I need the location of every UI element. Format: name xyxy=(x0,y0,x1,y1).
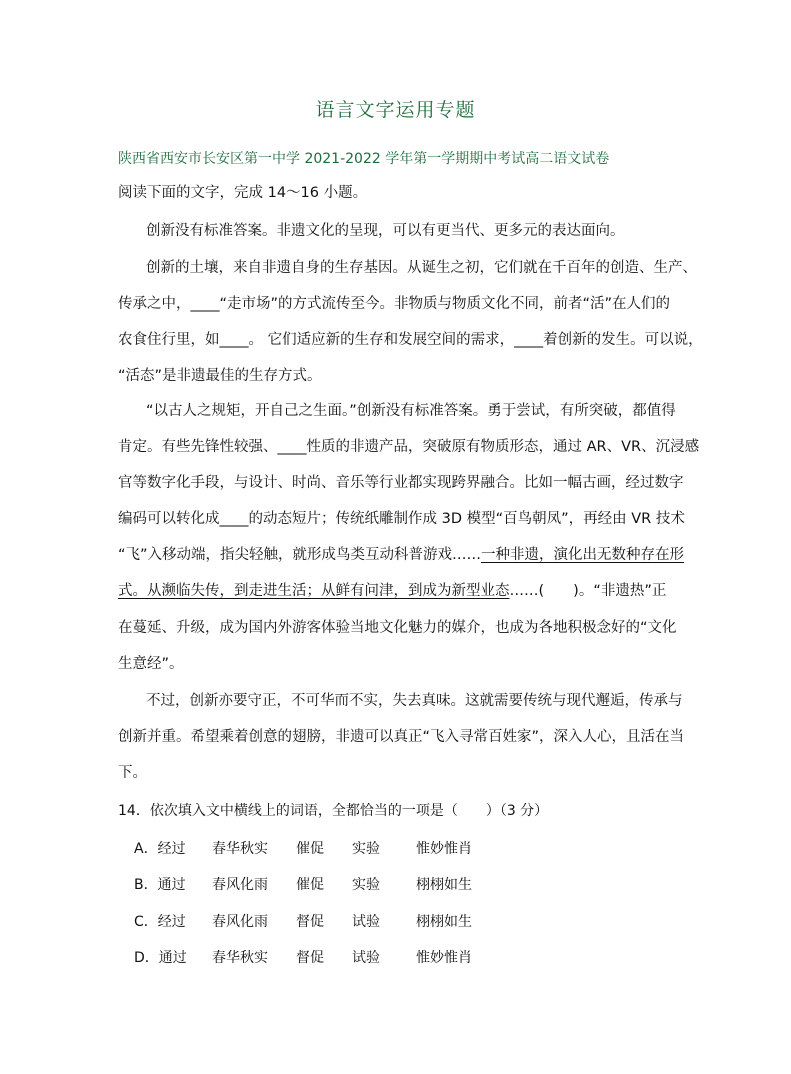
passage-line: 下。 xyxy=(118,765,147,781)
option-word: 栩栩如生 xyxy=(416,877,472,893)
option-word: 试验 xyxy=(352,950,380,966)
question-14: 14．依次填入文中横线上的词语，全都恰当的一项是（ ）（3 分） xyxy=(118,803,549,819)
option-word: 惟妙惟肖 xyxy=(416,841,472,857)
passage-line: 生意经”。 xyxy=(118,656,184,672)
option-label: C．经过 xyxy=(134,914,186,930)
option-label: D．通过 xyxy=(134,950,187,966)
passage-line xyxy=(118,581,666,601)
passage-line: 创新的土壤，来自非遗自身的生存基因。从诞生之初，它们就在千百年的创造、生产、 xyxy=(146,260,697,276)
passage-text: ……( )。“非遗热”正 xyxy=(509,583,667,599)
option-c[interactable] xyxy=(134,911,472,931)
option-word: 春华秋实 xyxy=(212,950,268,966)
option-word: 督促 xyxy=(296,914,324,930)
passage-line: 编码可以转化成____的动态短片；传统纸雕制作成 3D 模型“百鸟朝凤”，再经由 VR 技术 xyxy=(118,511,685,527)
passage-line: 肯定。有些先锋性较强、____性质的非遗产品，突破原有物质形态，通过 AR、VR、沉浸感 xyxy=(118,439,700,455)
option-b[interactable] xyxy=(134,874,472,894)
page-title: 语言文字运用专题 xyxy=(315,99,476,121)
option-label: B．通过 xyxy=(134,877,186,893)
option-word: 惟妙惟肖 xyxy=(416,950,472,966)
option-word: 春华秋实 xyxy=(212,841,268,857)
underlined-text: 一种非遗，演化出无数种存在形 xyxy=(481,547,685,563)
option-d[interactable] xyxy=(134,947,472,967)
passage-line: “以古人之规矩，开自己之生面。”创新没有标准答案。勇于尝试，有所突破，都值得 xyxy=(146,403,676,419)
passage-line: 在蔓延、升级，成为国内外游客体验当地文化魅力的媒介，也成为各地积极念好的“文化 xyxy=(118,620,677,636)
option-word: 实验 xyxy=(352,841,380,857)
option-label: A．经过 xyxy=(134,841,186,857)
passage-line: 不过，创新亦要守正，不可华而不实，失去真味。这就需要传统与现代邂逅，传承与 xyxy=(146,693,683,709)
passage-line: 创新并重。希望乘着创意的翅膀，非遗可以真正“飞入寻常百姓家”，深入人心，且活在当 xyxy=(118,729,685,745)
passage-line: 创新没有标准答案。非遗文化的呈现，可以有更当代、更多元的表达面向。 xyxy=(146,223,625,239)
passage-line: 农食住行里，如____。 它们适应新的生存和发展空间的需求，____着创新的发生。可以说， xyxy=(118,332,703,348)
instruction: 阅读下面的文字，完成 14～16 小题。 xyxy=(118,185,368,201)
passage-line: 传承之中，____“走市场”的方式流传至今。非物质与物质文化不同，前者“活”在人们的 xyxy=(118,296,671,312)
option-word: 春风化雨 xyxy=(212,877,268,893)
option-word: 春风化雨 xyxy=(212,914,268,930)
option-word: 催促 xyxy=(296,877,324,893)
option-word: 实验 xyxy=(352,877,380,893)
option-a[interactable] xyxy=(134,838,472,858)
option-word: 督促 xyxy=(296,950,324,966)
option-word: 试验 xyxy=(352,914,380,930)
passage-text: “飞”入移动端，指尖轻触，就形成鸟类互动科普游戏…… xyxy=(118,547,482,563)
passage-line xyxy=(118,545,684,565)
option-word: 催促 xyxy=(296,841,324,857)
passage-line: “活态”是非遗最佳的生存方式。 xyxy=(118,368,322,384)
underlined-text: 式。从濒临失传，到走进生活；从鲜有问津，到成为新型业态 xyxy=(118,583,510,599)
option-word: 栩栩如生 xyxy=(416,914,472,930)
passage-line: 官等数字化手段，与设计、时尚、音乐等行业都实现跨界融合。比如一幅古画，经过数字 xyxy=(118,475,684,491)
exam-source: 陕西省西安市长安区第一中学 2021-2022 学年第一学期期中考试高二语文试卷 xyxy=(118,151,610,167)
